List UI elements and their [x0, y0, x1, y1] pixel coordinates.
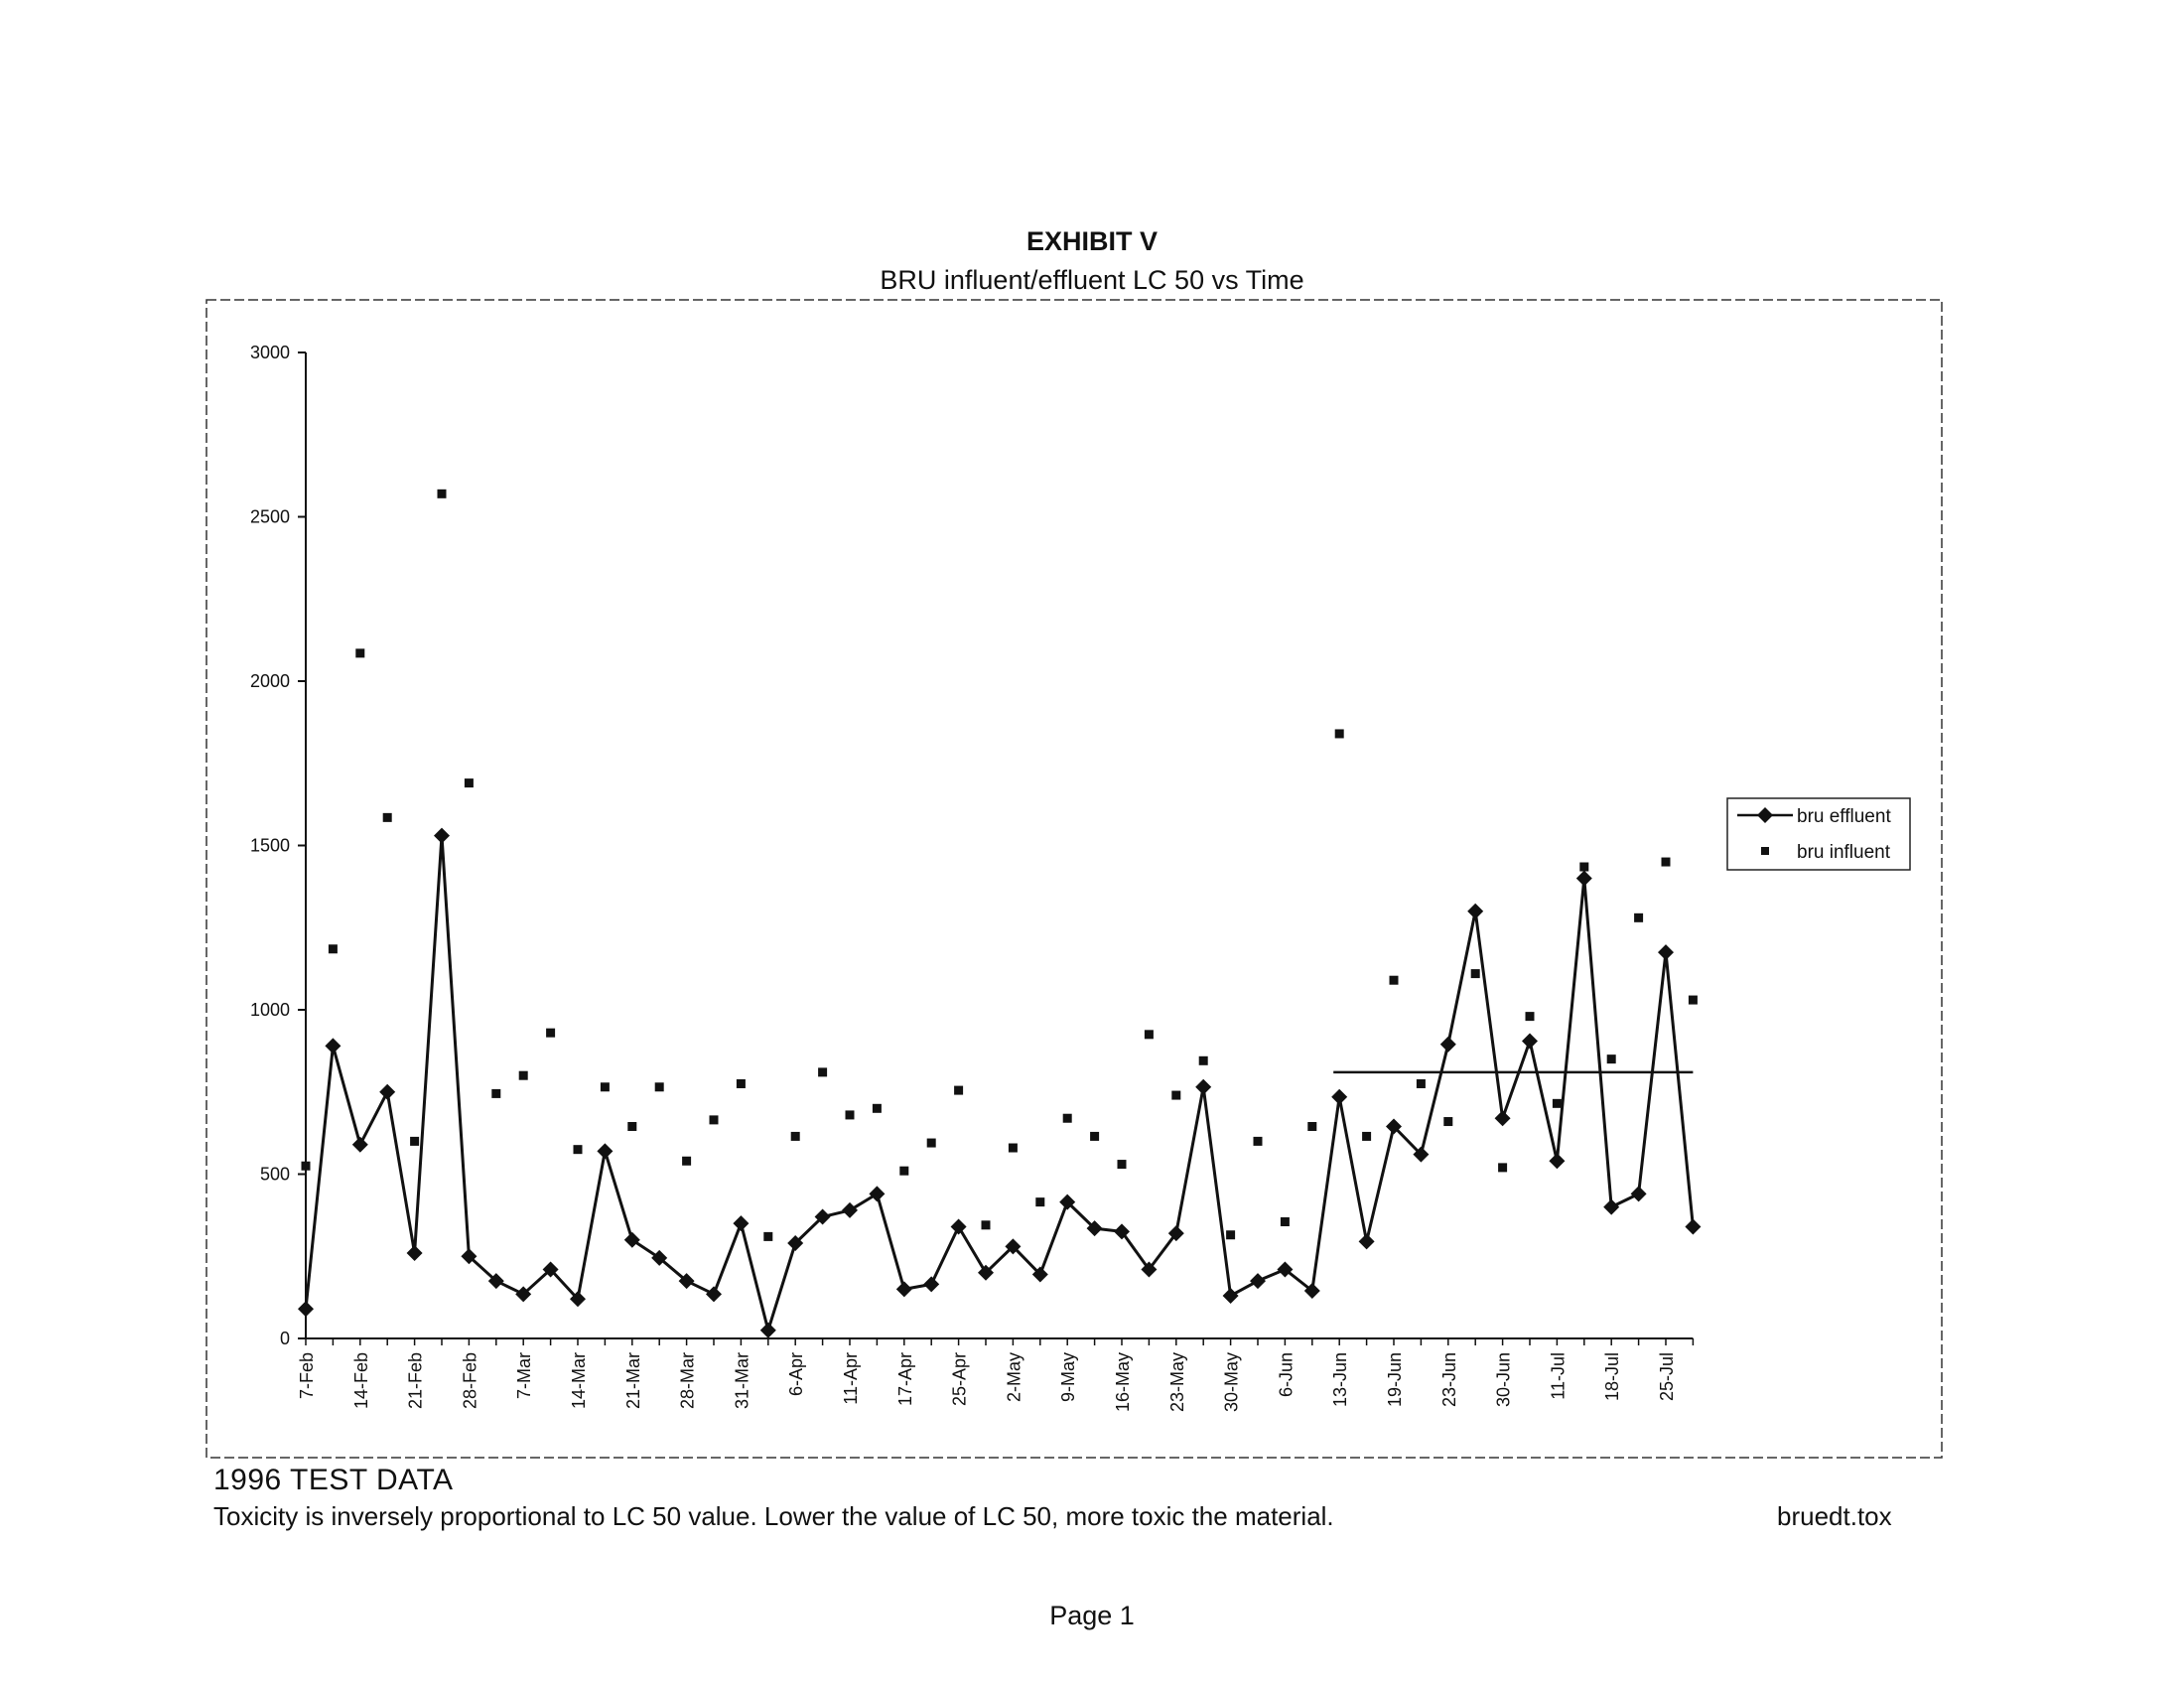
influent-point	[410, 1137, 419, 1146]
x-tick-label: 28-Feb	[460, 1352, 480, 1410]
influent-point	[546, 1029, 555, 1038]
influent-point	[1662, 858, 1671, 867]
influent-point	[1471, 969, 1480, 978]
effluent-point	[842, 1202, 858, 1218]
file-name: bruedt.tox	[1777, 1501, 1892, 1531]
influent-point	[927, 1139, 936, 1148]
y-tick-label: 1000	[249, 1000, 290, 1020]
influent-point	[491, 1089, 500, 1098]
effluent-point	[1467, 904, 1483, 919]
effluent-point	[923, 1276, 939, 1292]
x-tick-label: 18-Jul	[1602, 1352, 1623, 1402]
y-tick-label: 1500	[249, 835, 290, 856]
influent-point	[1171, 1091, 1180, 1100]
effluent-point	[597, 1143, 613, 1159]
chart-frame	[206, 300, 1942, 1458]
influent-point	[710, 1115, 719, 1124]
effluent-point	[1576, 871, 1592, 887]
effluent-point	[869, 1186, 885, 1201]
effluent-point	[1658, 944, 1674, 960]
influent-point	[1254, 1137, 1263, 1146]
effluent-point	[1440, 1037, 1456, 1052]
influent-point	[1009, 1144, 1018, 1153]
x-tick-label: 28-Mar	[677, 1352, 698, 1410]
effluent-point	[1603, 1199, 1619, 1215]
effluent-point	[407, 1245, 423, 1261]
influent-point	[655, 1082, 664, 1091]
x-tick-label: 2-May	[1004, 1352, 1024, 1403]
influent-point	[1443, 1117, 1452, 1126]
legend	[1727, 798, 1910, 870]
test-data-label: 1996 TEST DATA	[213, 1464, 454, 1496]
influent-point	[1035, 1197, 1044, 1206]
influent-point	[954, 1086, 963, 1095]
x-tick-label: 17-Apr	[894, 1352, 915, 1407]
effluent-point	[624, 1232, 640, 1248]
y-tick-label: 3000	[249, 343, 290, 362]
influent-point	[329, 944, 338, 953]
x-tick-label: 31-Mar	[732, 1352, 752, 1410]
influent-point	[1090, 1132, 1099, 1141]
influent-point	[791, 1132, 800, 1141]
x-tick-label: 6-Jun	[1276, 1352, 1297, 1398]
x-tick-label: 9-May	[1058, 1352, 1079, 1403]
influent-point	[899, 1167, 908, 1176]
influent-point	[1118, 1160, 1127, 1169]
influent-point	[873, 1104, 882, 1113]
influent-point	[627, 1122, 636, 1131]
x-tick-label: 25-Apr	[949, 1352, 970, 1407]
x-tick-label: 7-Feb	[297, 1352, 317, 1400]
influent-point	[1689, 996, 1698, 1005]
effluent-point	[1223, 1288, 1239, 1304]
influent-point	[763, 1232, 772, 1241]
effluent-point	[1359, 1233, 1375, 1249]
effluent-point	[733, 1215, 749, 1231]
effluent-point	[951, 1218, 967, 1234]
influent-point	[574, 1145, 583, 1154]
influent-point	[1281, 1217, 1290, 1226]
influent-point	[1145, 1030, 1154, 1039]
influent-point	[737, 1079, 746, 1088]
effluent-point	[1685, 1218, 1701, 1234]
x-tick-label: 11-Apr	[841, 1352, 861, 1405]
influent-point	[1226, 1230, 1235, 1239]
y-tick-label: 0	[279, 1329, 290, 1348]
effluent-point	[1522, 1033, 1538, 1049]
influent-point	[1498, 1163, 1507, 1172]
effluent-point	[1250, 1273, 1266, 1289]
effluent-point	[1331, 1089, 1347, 1105]
effluent-point	[434, 828, 450, 844]
toxicity-footnote: Toxicity is inversely proportional to LC 50 value. Lower the value of LC 50, more toxic the material.	[213, 1501, 1334, 1531]
x-tick-label: 7-Mar	[514, 1352, 535, 1400]
effluent-point	[1631, 1186, 1647, 1201]
influent-point	[1526, 1012, 1535, 1021]
x-tick-label: 14-Mar	[569, 1352, 589, 1410]
influent-point	[982, 1220, 991, 1229]
influent-point	[1634, 913, 1643, 922]
effluent-point	[896, 1281, 912, 1297]
influent-point	[1390, 976, 1399, 985]
influent-point	[1362, 1132, 1371, 1141]
effluent-point	[298, 1301, 314, 1317]
x-tick-label: 23-Jun	[1438, 1352, 1459, 1408]
influent-point	[302, 1162, 311, 1171]
effluent-point	[706, 1286, 722, 1302]
influent-point	[1307, 1122, 1316, 1131]
influent-point	[601, 1082, 610, 1091]
legend-effluent-label: bru effluent	[1797, 806, 1891, 827]
influent-point	[465, 778, 474, 787]
effluent-point	[1495, 1110, 1511, 1126]
y-tick-label: 500	[259, 1164, 290, 1185]
influent-point	[383, 813, 392, 822]
influent-point	[355, 648, 364, 657]
effluent-line	[306, 836, 1693, 1331]
influent-point	[1063, 1114, 1072, 1123]
influent-point	[818, 1067, 827, 1076]
x-tick-label: 14-Feb	[350, 1352, 371, 1410]
legend-influent-label: bru influent	[1797, 842, 1891, 863]
influent-point	[1579, 863, 1588, 872]
x-tick-label: 19-Jun	[1385, 1352, 1405, 1408]
x-tick-label: 30-Jun	[1493, 1352, 1514, 1408]
exhibit-title: EXHIBIT V	[1025, 226, 1159, 256]
influent-point	[846, 1110, 855, 1119]
effluent-point	[325, 1038, 341, 1053]
influent-point	[1417, 1079, 1426, 1088]
influent-point	[1199, 1056, 1208, 1065]
influent-point	[682, 1157, 691, 1166]
x-tick-label: 30-May	[1221, 1352, 1242, 1413]
effluent-point	[1195, 1079, 1211, 1095]
x-tick-label: 25-Jul	[1657, 1352, 1677, 1402]
effluent-point	[352, 1137, 368, 1153]
plot-area	[250, 343, 1701, 1412]
influent-point	[1553, 1099, 1562, 1108]
x-tick-label: 11-Jul	[1548, 1352, 1569, 1400]
effluent-point	[1549, 1153, 1565, 1169]
influent-point	[438, 490, 447, 498]
influent-point	[519, 1071, 528, 1080]
influent-point	[1335, 729, 1344, 738]
effluent-point	[379, 1084, 395, 1100]
x-tick-label: 16-May	[1113, 1352, 1133, 1413]
y-tick-label: 2000	[249, 671, 290, 691]
chart-subtitle: BRU influent/effluent LC 50 vs Time	[880, 265, 1304, 295]
x-tick-label: 21-Mar	[622, 1352, 643, 1410]
x-tick-label: 21-Feb	[405, 1352, 426, 1410]
page-number: Page 1	[1049, 1601, 1135, 1630]
x-tick-label: 6-Apr	[786, 1352, 807, 1397]
x-tick-label: 23-May	[1166, 1352, 1187, 1413]
influent-point	[1607, 1054, 1616, 1063]
effluent-point	[760, 1323, 776, 1338]
legend-influent-marker	[1761, 847, 1769, 855]
x-tick-label: 13-Jun	[1330, 1352, 1351, 1408]
y-tick-label: 2500	[249, 506, 290, 527]
